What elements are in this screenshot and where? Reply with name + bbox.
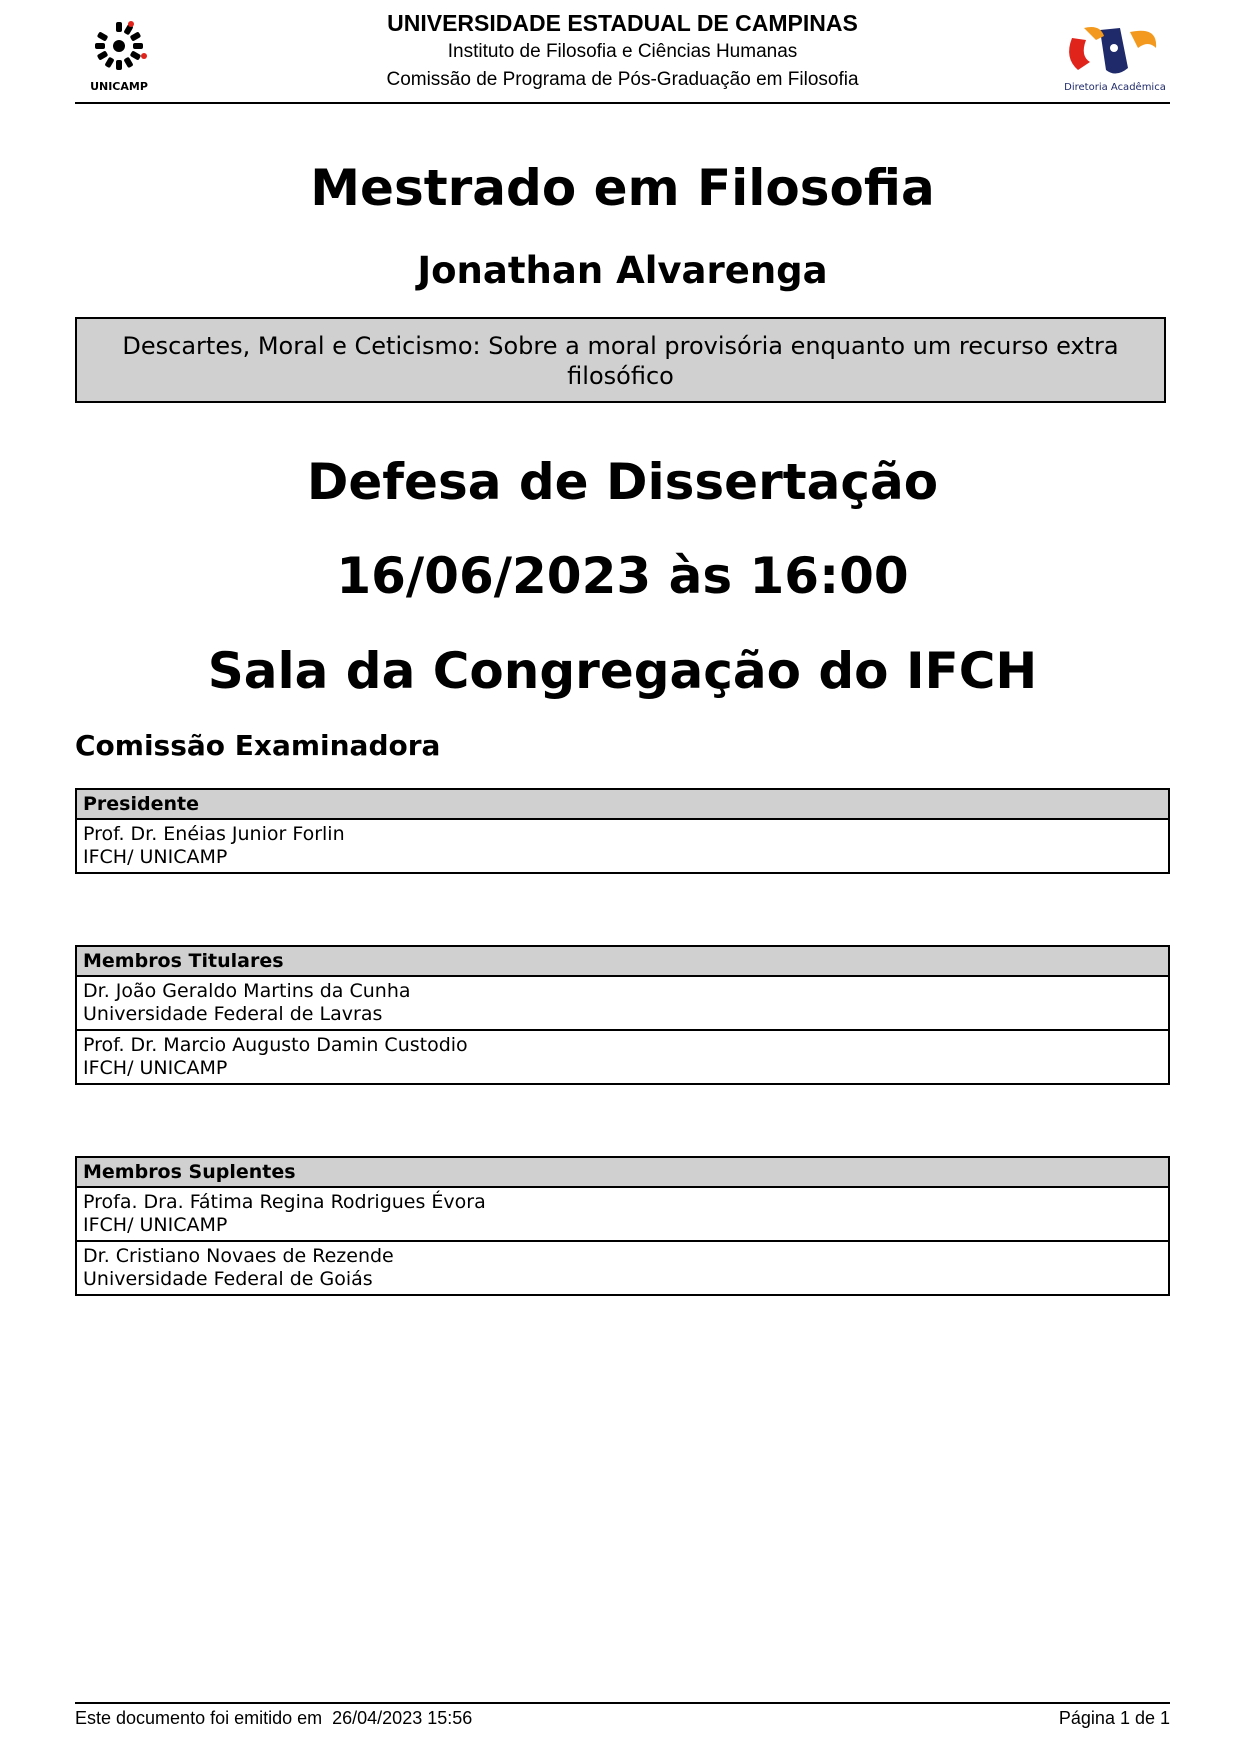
event-location: Sala da Congregação do IFCH	[207, 642, 1038, 700]
member-name: Profa. Dra. Fátima Regina Rodrigues Évora	[83, 1191, 486, 1213]
member-name: Prof. Dr. Enéias Junior Forlin	[83, 823, 345, 845]
page-number: Página 1 de 1	[1058, 1708, 1170, 1728]
svg-text:UNICAMP: UNICAMP	[90, 80, 148, 93]
commission-name: Comissão de Programa de Pós-Graduação em Filosofia	[386, 69, 859, 90]
unicamp-logo	[81, 14, 161, 94]
member-name: Prof. Dr. Marcio Augusto Damin Custodio	[83, 1034, 468, 1056]
member-affiliation: IFCH/ UNICAMP	[83, 1057, 228, 1079]
table-row	[76, 1030, 1169, 1084]
header-text	[225, 8, 1020, 94]
table-row	[76, 976, 1169, 1030]
candidate-name: Jonathan Alvarenga	[417, 249, 828, 292]
page-footer	[75, 1702, 1170, 1728]
titulares-table	[75, 945, 1170, 1085]
event-type: Defesa de Dissertação	[306, 453, 939, 511]
president-table	[75, 788, 1170, 874]
event-datetime: 16/06/2023 às 16:00	[336, 547, 909, 605]
member-name: Dr. João Geraldo Martins da Cunha	[83, 980, 411, 1002]
member-affiliation: Universidade Federal de Lavras	[83, 1003, 383, 1025]
table-row	[76, 1187, 1169, 1241]
committee-title: Comissão Examinadora	[75, 729, 441, 762]
table-row	[76, 819, 1169, 873]
titulares-heading: Membros Titulares	[76, 946, 1169, 976]
thesis-title-box: Descartes, Moral e Ceticismo: Sobre a moral provisória enquanto um recurso extra filosófico	[75, 317, 1166, 403]
university-name: UNIVERSIDADE ESTADUAL DE CAMPINAS	[387, 10, 858, 36]
member-affiliation: IFCH/ UNICAMP	[83, 1214, 228, 1236]
member-affiliation: Universidade Federal de Goiás	[83, 1268, 373, 1290]
member-name: Dr. Cristiano Novaes de Rezende	[83, 1245, 394, 1267]
member-affiliation: IFCH/ UNICAMP	[83, 846, 228, 868]
diretoria-academica-logo	[1060, 18, 1170, 98]
suplentes-table	[75, 1156, 1170, 1296]
suplentes-heading: Membros Suplentes	[76, 1157, 1169, 1187]
institute-name: Instituto de Filosofia e Ciências Humanas	[447, 41, 798, 62]
degree-title: Mestrado em Filosofia	[310, 159, 935, 217]
table-row	[76, 1241, 1169, 1295]
president-heading: Presidente	[76, 789, 1169, 819]
issued-date: Este documento foi emitido em 26/04/2023 15:56	[75, 1708, 473, 1728]
svg-text:Diretoria Acadêmica: Diretoria Acadêmica	[1064, 82, 1166, 93]
page-header	[75, 8, 1170, 104]
